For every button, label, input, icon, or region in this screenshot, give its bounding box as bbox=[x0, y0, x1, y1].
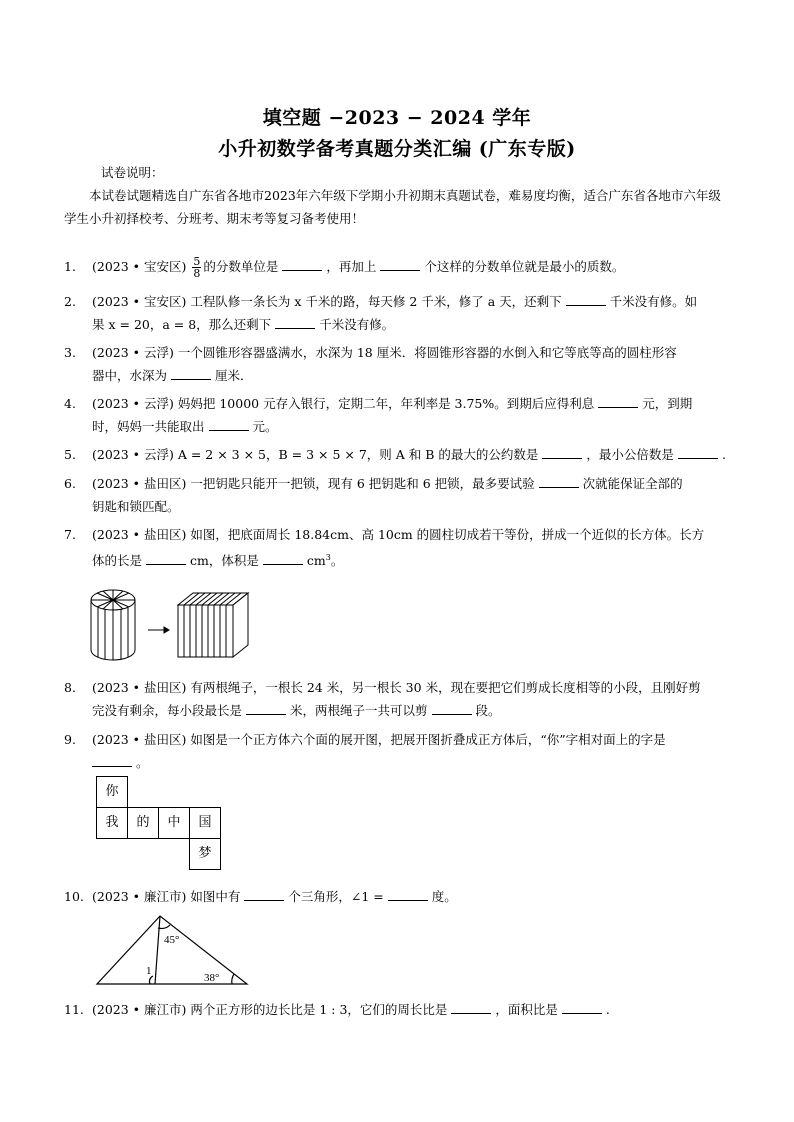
answer-blank[interactable] bbox=[92, 752, 132, 767]
arrow-icon bbox=[148, 627, 169, 633]
triangle-figure bbox=[92, 912, 252, 990]
net-cell-3: 中 bbox=[158, 807, 190, 839]
answer-blank[interactable] bbox=[678, 444, 718, 459]
question-8: 8. (2023 • 盐田区) 有两根绳子，一根长 24 米，另一根长 30 米，现在要把它们剪成长度相等的小段，且刚好剪 完没有剩余，每小段最长是 米，两根绳子一共可以剪 段。 bbox=[64, 680, 701, 718]
answer-blank[interactable] bbox=[451, 999, 491, 1014]
net-cell-bottom: 梦 bbox=[189, 838, 221, 870]
answer-blank[interactable] bbox=[542, 444, 582, 459]
cylinder-to-cuboid-figure bbox=[88, 585, 258, 665]
angle-45-label: 45° bbox=[164, 934, 180, 946]
net-cell-2: 的 bbox=[127, 807, 159, 839]
answer-blank[interactable] bbox=[246, 700, 286, 715]
question-7: 7. (2023 • 盐田区) 如图，把底面周长 18.84cm、高 10cm 的圆柱切成若干等份，拼成一个近似的长方体。长方 体的长是 cm，体积是 $cm^3$。 bbox=[64, 527, 705, 569]
question-3: 3. (2023 • 云浮) 一个圆锥形容器盛满水，水深为 18 厘米．将圆锥形容器的水倒入和它等底等高的圆柱形容 器中，水深为 厘米． bbox=[64, 345, 677, 383]
question-10: 10. (2023 • 廉江市) 如图中有 个三角形，∠1 = 度。 bbox=[64, 885, 730, 908]
answer-blank[interactable] bbox=[146, 550, 186, 565]
net-cell-1: 我 bbox=[96, 807, 128, 839]
answer-blank[interactable] bbox=[209, 416, 249, 431]
answer-blank[interactable] bbox=[244, 886, 284, 901]
question-6: 6. (2023 • 盐田区) 一把钥匙只能开一把锁，现有 6 把钥匙和 6 把锁，最多要试验 次就能保证全部的 钥匙和锁匹配。 bbox=[64, 472, 730, 518]
question-5: 5. (2023 • 云浮) A = 2 × 3 × 5，B = 3 × 5 × 7，则 A 和 B 的最大的公约数是 ，最小公倍数是 . bbox=[64, 443, 730, 466]
answer-blank[interactable] bbox=[380, 256, 420, 271]
answer-blank[interactable] bbox=[388, 886, 428, 901]
title-line-2: 小升初数学备考真题分类汇编 (广东专版) bbox=[218, 138, 576, 160]
answer-blank[interactable] bbox=[432, 700, 472, 715]
title-line-1: 填空题 −2023 − 2024 学年 bbox=[262, 107, 532, 129]
question-4: 4. (2023 • 云浮) 妈妈把 10000 元存入银行，定期二年，年利率是 3.75%。到期后应得利息 元，到期 时，妈妈一共能取出 元。 bbox=[64, 392, 730, 438]
answer-blank[interactable] bbox=[562, 999, 602, 1014]
fraction: $\frac{5}{8}$ bbox=[193, 255, 201, 280]
intro-label: 试卷说明： bbox=[101, 165, 164, 180]
answer-blank[interactable] bbox=[171, 365, 211, 380]
cuboid-shape bbox=[178, 593, 248, 657]
answer-blank[interactable] bbox=[282, 256, 322, 271]
cylinder-shape bbox=[91, 590, 135, 660]
answer-blank[interactable] bbox=[263, 550, 303, 565]
question-11: 11. (2023 • 廉江市) 两个正方形的边长比是 1 : 3，它们的周长比是 ，面积比是 . bbox=[64, 998, 730, 1021]
question-1: 1. (2023 • 宝安区) $\frac{5}{8}$ 的分数单位是 ，再加上 个这样的分数单位就是最小的质数。 bbox=[64, 255, 625, 280]
answer-blank[interactable] bbox=[598, 393, 638, 408]
intro-text: 本试卷试题精选自广东省各地市2023年六年级下学期小升初期末真题试卷，难易度均衡，适合广东省各地市六年级学生小升初择校考、分班考、期末考等复习备考使用！ bbox=[64, 188, 721, 226]
answer-blank[interactable] bbox=[539, 473, 579, 488]
question-9: 9. (2023 • 盐田区) 如图是一个正方体六个面的展开图，把展开图折叠成正方体后，“你”字相对面上的字是 。 bbox=[64, 732, 666, 770]
answer-blank[interactable] bbox=[566, 291, 606, 306]
question-2: 2. (2023 • 宝安区) 工程队修一条长为 x 千米的路，每天修 2 千米，修了 a 天，还剩下 千米没有修。如 果 x = 20，a = 8，那么还剩下 千米没有修。 bbox=[64, 290, 730, 336]
net-cell-4: 国 bbox=[189, 807, 221, 839]
angle-1-label: 1 bbox=[146, 965, 152, 977]
angle-38-label: 38° bbox=[204, 972, 220, 984]
answer-blank[interactable] bbox=[275, 314, 315, 329]
net-cell-top: 你 bbox=[96, 776, 128, 808]
